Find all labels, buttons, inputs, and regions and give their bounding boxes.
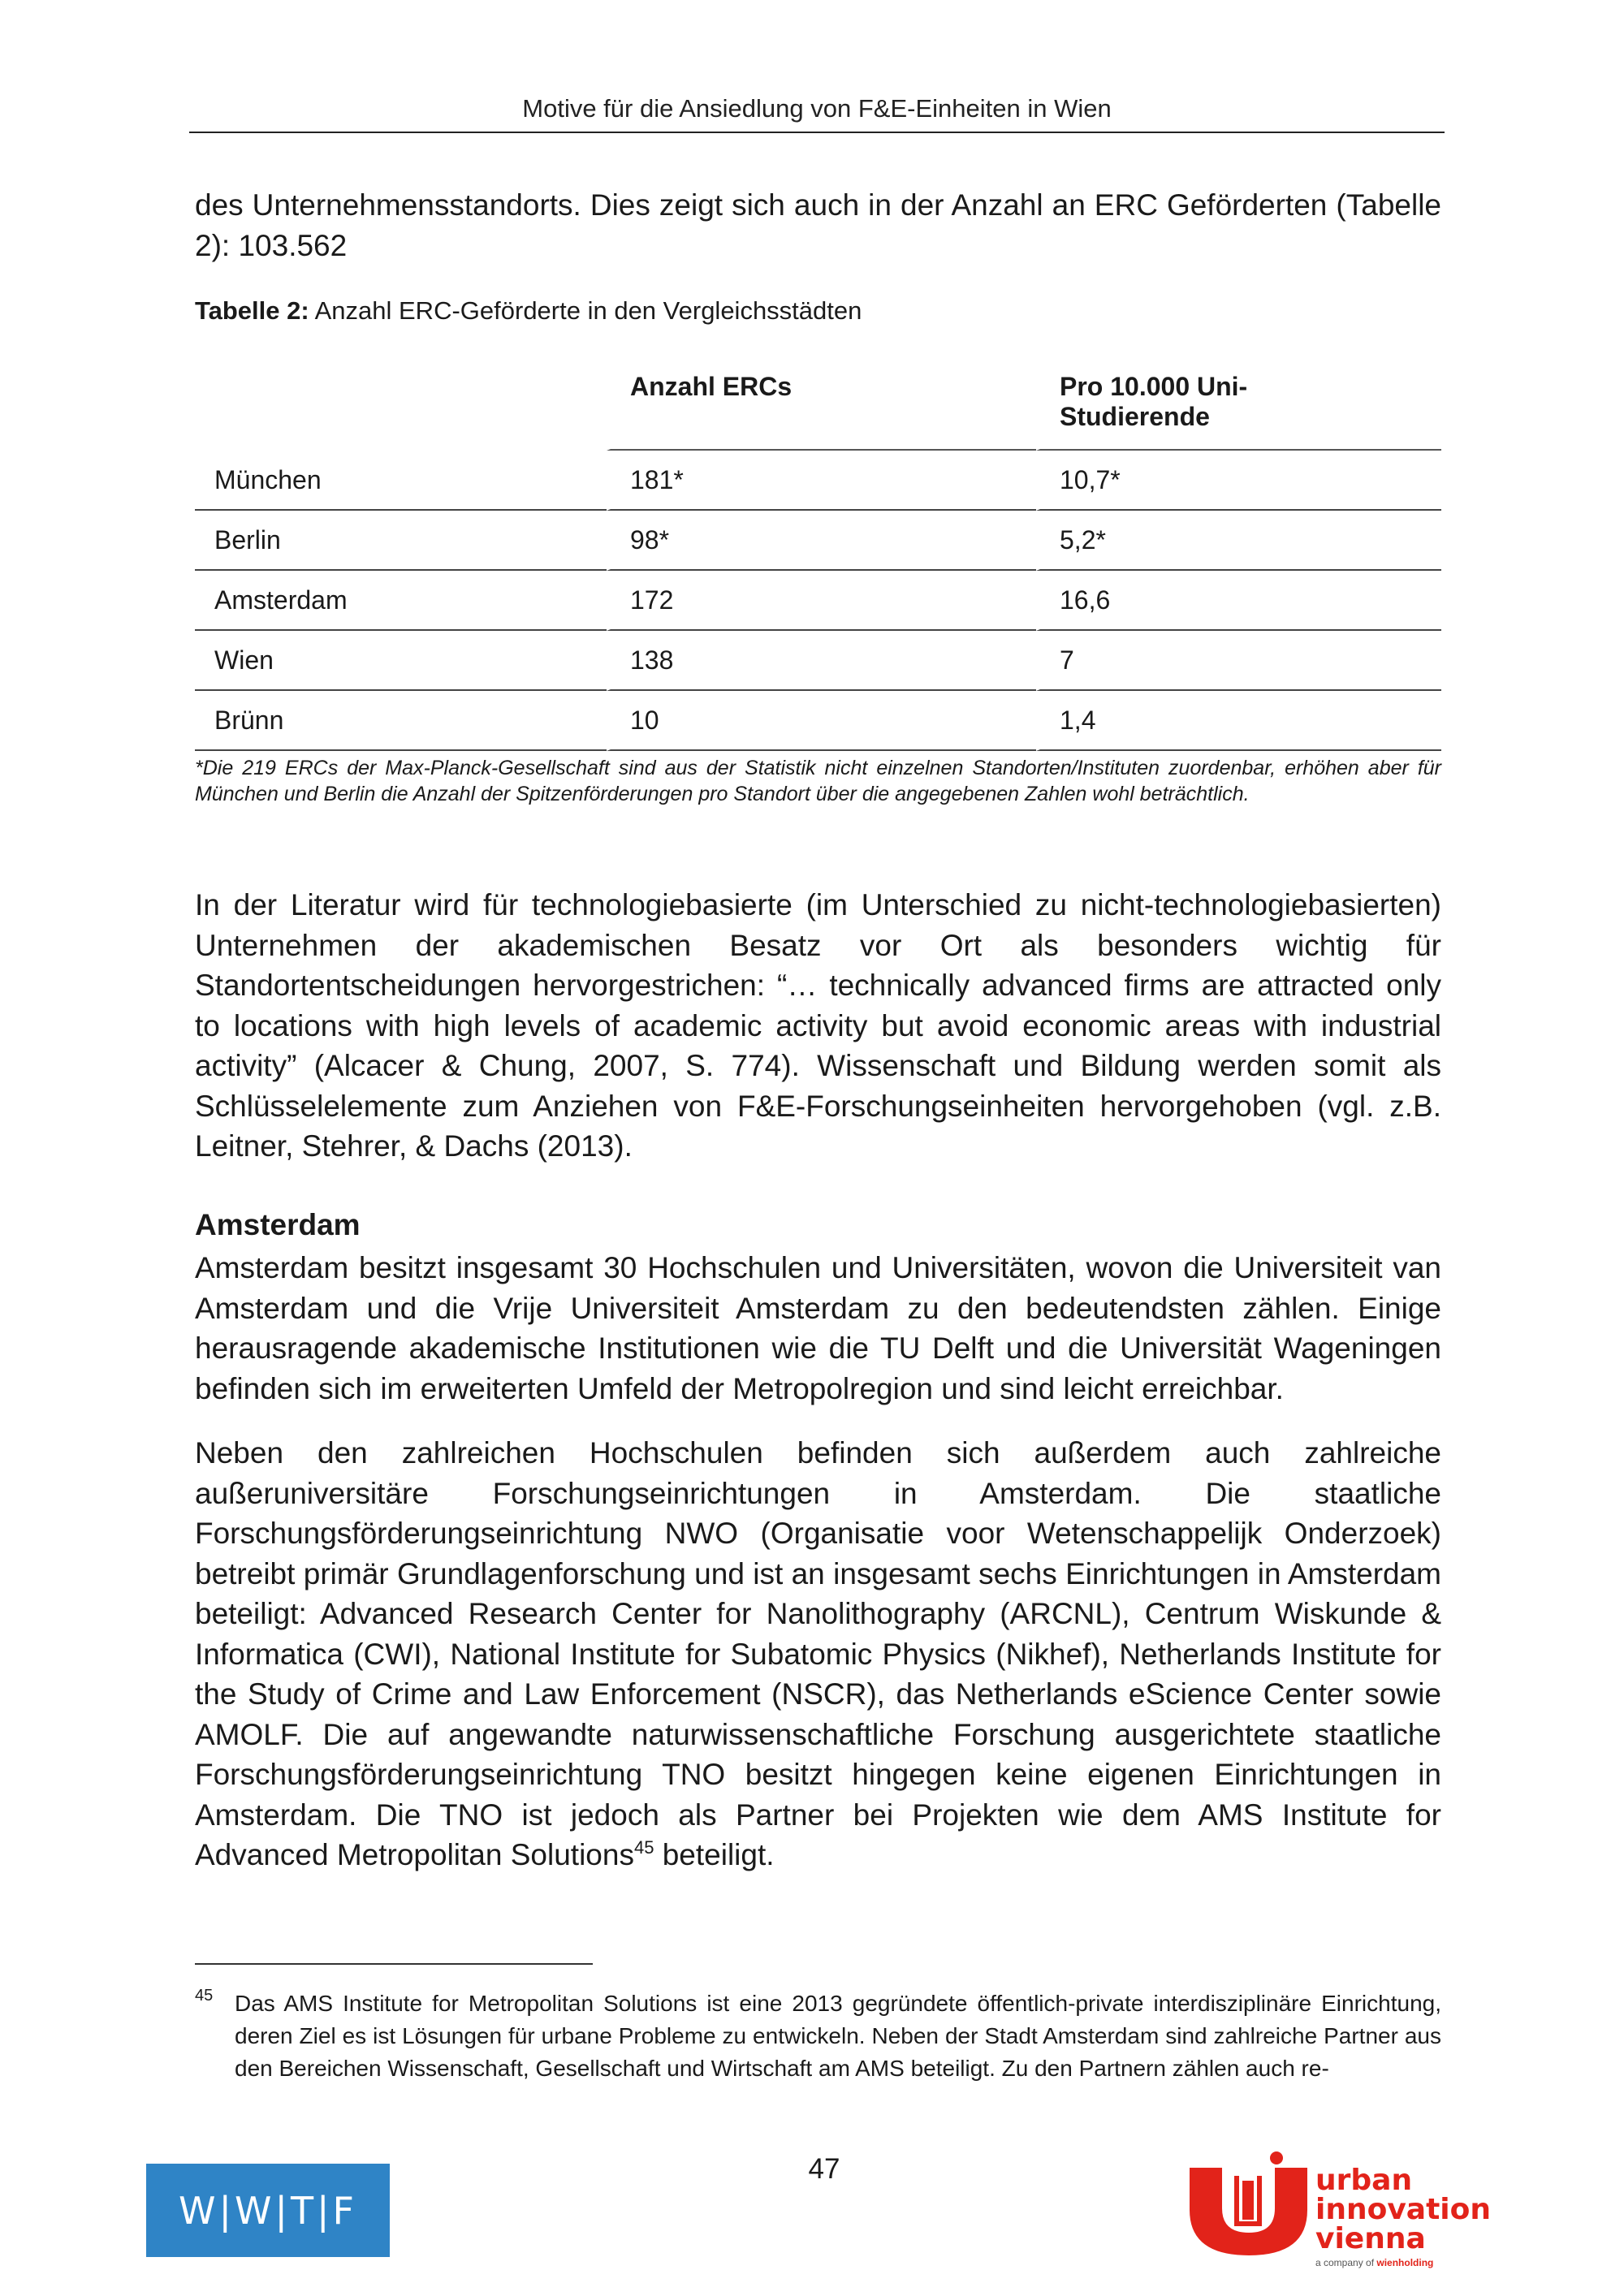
footnote-text: Das AMS Institute for Metropolitan Solutions ist eine 2013 gegründete öffentlich-private interdisziplinäre Einrichtung, deren Ziel es ist Lösungen für urbane Probleme zu entwickeln. Neben der Stadt Amsterdam sind zahlreiche Partner aus den Bereichen Wissenschaft, Gesellschaft und Wirtschaft am AMS beteiligt. Zu den Partnern zählen auch re- bbox=[235, 1991, 1441, 2081]
cell-city: Wien bbox=[195, 631, 607, 691]
wwtf-logo: W|W|T|F bbox=[146, 2164, 390, 2257]
uiv-word-innovation: innovation bbox=[1315, 2193, 1491, 2226]
cell-city: München bbox=[195, 451, 607, 511]
uiv-word-vienna: vienna bbox=[1315, 2222, 1426, 2255]
table-caption-text: Anzahl ERC-Geförderte in den Vergleichsstädten bbox=[314, 296, 862, 325]
cell-ercs: 172 bbox=[607, 571, 1036, 631]
cell-per10k: 5,2* bbox=[1036, 511, 1441, 571]
footnote-number: 45 bbox=[195, 1987, 214, 2005]
cell-ercs: 181* bbox=[607, 451, 1036, 511]
amsterdam-paragraph-2 bbox=[195, 1433, 1441, 1875]
page-header: Motive für die Ansiedlung von F&E-Einheiten in Wien bbox=[189, 94, 1445, 133]
amsterdam-paragraph-1: Amsterdam besitzt insgesamt 30 Hochschulen und Universitäten, wovon die Universiteit van Amsterdam und die Vrije Universiteit Amsterdam zu den bedeutendsten zählen. Einige herausragende akademische Institutionen wie die TU Delft und die Universität Wageningen befinden sich im erweiterten Umfeld der Metropolregion und sind leicht erreichbar. bbox=[195, 1251, 1441, 1405]
col-ercs-header: Anzahl ERCs bbox=[607, 367, 1036, 451]
cell-per10k: 1,4 bbox=[1036, 691, 1441, 751]
literature-paragraph: In der Literatur wird für technologiebasierte (im Unterschied zu nicht-technologiebasierten) Unternehmen der akademischen Besatz vor Ort als besonders wichtig für Standortentscheidungen hervorgestrichen: “… technically advanced firms are attracted only to locations with high levels of academic activity but avoid economic areas with industrial activity” (Alcacer & Chung, 2007, S. 774). Wissenschaft und Bildung werden somit als Schlüsselelemente zum Anziehen von F&E-Forschungseinheiten hervorgehoben (vgl. z.B. Leitner, Stehrer, & Dachs (2013). bbox=[195, 888, 1441, 1163]
cell-per10k: 16,6 bbox=[1036, 571, 1441, 631]
uiv-subline-prefix: a company of bbox=[1315, 2257, 1377, 2268]
table-caption bbox=[195, 296, 1441, 326]
table-row bbox=[195, 631, 1441, 691]
cell-per10k: 7 bbox=[1036, 631, 1441, 691]
cell-city: Berlin bbox=[195, 511, 607, 571]
col-per10k-header bbox=[1036, 367, 1441, 451]
uiv-word-urban: urban bbox=[1315, 2164, 1413, 2197]
amsterdam-paragraph-2-text: Neben den zahlreichen Hochschulen befinden sich außerdem auch zahlreiche außeruniversitäre Forschungseinrichtungen in Amsterdam. Die staatliche Forschungsförderungseinrichtung NWO (Organisatie voor Wetenschappelijk Onderzoek) betreibt primär Grundlagenforschung und ist an insgesamt sechs Einrichtungen in Amsterdam beteiligt: Advanced Research Center for Nanolithography (ARCNL), Centrum Wiskunde & Informatica (CWI), National Institute for Subatomic Physics (Nikhef), Netherlands Institute for the Study of Crime and Law Enforcement (NSCR), das Netherlands eScience Center sowie AMOLF. Die auf angewandte naturwissenschaftliche Forschung ausgerichtete staatliche Forschungsförderungseinrichtung TNO besitzt hingegen keine eigenen Einrichtungen in Amsterdam. Die TNO ist jedoch als Partner bei Projekten wie dem AMS Institute for Advanced Metropolitan Solutions bbox=[195, 1436, 1441, 1871]
uiv-subline bbox=[1315, 2257, 1433, 2268]
uiv-wordmark bbox=[1315, 2166, 1491, 2254]
amsterdam-paragraph-2-end: beteiligt. bbox=[654, 1838, 775, 1871]
cell-ercs: 138 bbox=[607, 631, 1036, 691]
cell-per10k: 10,7* bbox=[1036, 451, 1441, 511]
intro-paragraph: des Unternehmensstandorts. Dies zeigt sich auch in der Anzahl an ERC Geförderten (Tabelle 2): 103.562 bbox=[195, 188, 1441, 262]
cell-ercs: 98* bbox=[607, 511, 1036, 571]
cell-ercs: 10 bbox=[607, 691, 1036, 751]
table-row bbox=[195, 571, 1441, 631]
footnote-ref-45[interactable]: 45 bbox=[633, 1837, 654, 1858]
uiv-subline-brand: wienholding bbox=[1376, 2257, 1434, 2268]
table-row bbox=[195, 511, 1441, 571]
col-per10k-header-line2: Studierende bbox=[1060, 402, 1210, 431]
col-per10k-header-line1: Pro 10.000 Uni- bbox=[1060, 372, 1248, 401]
footnote-divider bbox=[195, 1963, 593, 1965]
uiv-mark-icon bbox=[1186, 2151, 1311, 2257]
table-row bbox=[195, 691, 1441, 751]
erc-table bbox=[195, 367, 1441, 751]
table-header-row bbox=[195, 367, 1441, 451]
table-row bbox=[195, 451, 1441, 511]
page-number: 47 bbox=[808, 2153, 840, 2185]
urban-innovation-vienna-logo bbox=[1186, 2151, 1491, 2273]
table-caption-label: Tabelle 2: bbox=[195, 296, 309, 325]
table-note: *Die 219 ERCs der Max-Planck-Gesellschaft sind aus der Statistik nicht einzelnen Standorten/Instituten zuordenbar, erhöhen aber für München und Berlin die Anzahl der Spitzenförderungen pro Standort über die angegebenen Zahlen wohl beträchtlich. bbox=[195, 757, 1441, 805]
cell-city: Amsterdam bbox=[195, 571, 607, 631]
section-heading-amsterdam: Amsterdam bbox=[195, 1208, 361, 1241]
cell-city: Brünn bbox=[195, 691, 607, 751]
col-city-header bbox=[195, 367, 607, 451]
